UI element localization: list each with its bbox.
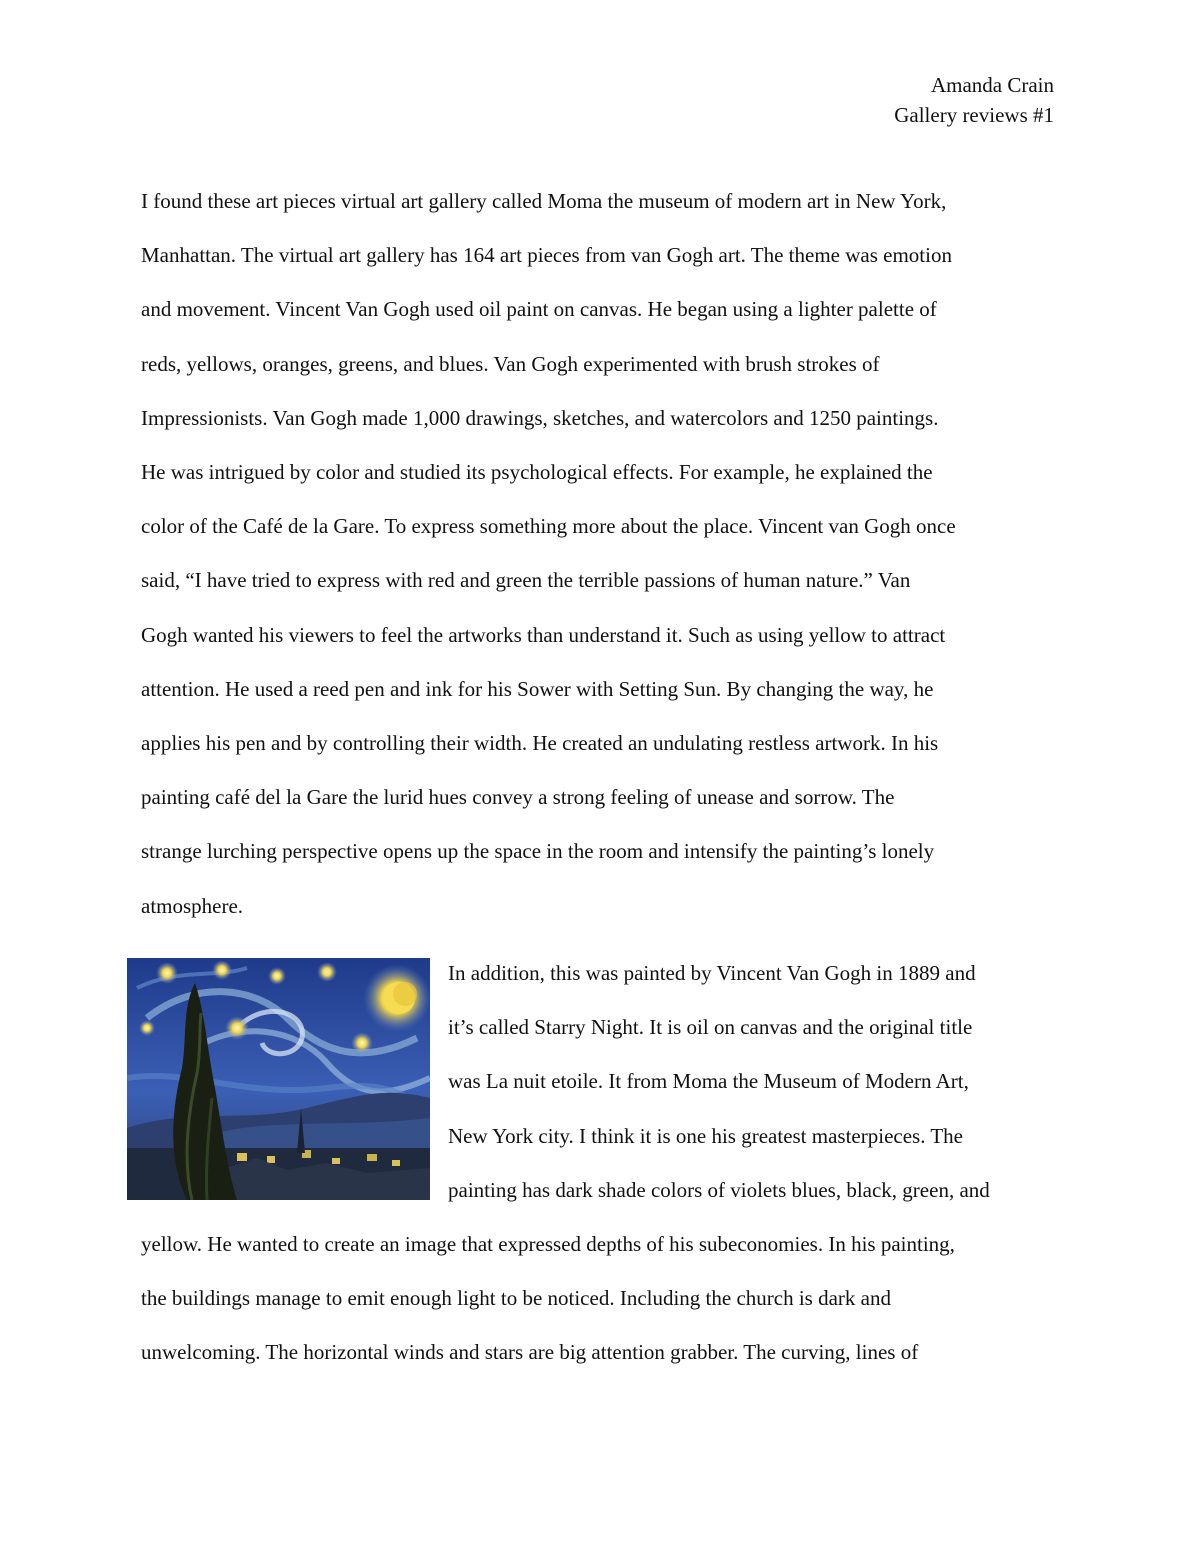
paragraph-line: was La nuit etoile. It from Moma the Museum of Modern Art, (448, 1069, 969, 1094)
paragraph-line: unwelcoming. The horizontal winds and stars are big attention grabber. The curving, lines of (141, 1340, 919, 1365)
paragraph-line: painting has dark shade colors of violets blues, black, green, and (448, 1177, 990, 1202)
paragraph-1 (141, 174, 1056, 933)
paragraph-line: and movement. Vincent Van Gogh used oil paint on canvas. He began using a lighter palette of (141, 297, 937, 322)
paragraph-line: Manhattan. The virtual art gallery has 164 art pieces from van Gogh art. The theme was emotion (141, 243, 952, 268)
paragraph-line: Gogh wanted his viewers to feel the artworks than understand it. Such as using yellow to attract (141, 622, 946, 647)
paragraph-line: reds, yellows, oranges, greens, and blues. Van Gogh experimented with brush strokes of (141, 351, 880, 376)
paragraph-line: In addition, this was painted by Vincent Van Gogh in 1889 and (448, 961, 976, 985)
paragraph-line: I found these art pieces virtual art gallery called Moma the museum of modern art in New York, (141, 189, 947, 213)
paragraph-line: attention. He used a reed pen and ink for his Sower with Setting Sun. By changing the way, he (141, 676, 934, 701)
page-header (894, 70, 1054, 130)
author-name: Amanda Crain (930, 73, 1054, 97)
document-title: Gallery reviews #1 (894, 103, 1054, 127)
paragraph-2 (141, 946, 1056, 1380)
paragraph-line: He was intrigued by color and studied its psychological effects. For example, he explained the (141, 460, 933, 485)
paragraph-line: it’s called Starry Night. It is oil on canvas and the original title (448, 1015, 973, 1040)
paragraph-line: Impressionists. Van Gogh made 1,000 drawings, sketches, and watercolors and 1250 paintings. (141, 405, 939, 430)
paragraph-line: atmosphere. (141, 893, 244, 918)
paragraph-line: color of the Café de la Gare. To express something more about the place. Vincent van Gogh once (141, 514, 956, 539)
paragraph-line: painting café del la Gare the lurid hues convey a strong feeling of unease and sorrow. The (141, 785, 895, 810)
paragraph-line: yellow. He wanted to create an image that expressed depths of his subeconomies. In his painting, (141, 1232, 955, 1257)
paragraph-line: said, “I have tried to express with red and green the terrible passions of human nature.” Van (141, 568, 911, 593)
paragraph-line: applies his pen and by controlling their width. He created an undulating restless artwork. In his (141, 731, 939, 756)
paragraph-line: strange lurching perspective opens up the space in the room and intensify the painting’s lonely (141, 839, 935, 864)
paragraph-line: the buildings manage to emit enough light to be noticed. Including the church is dark and (141, 1286, 891, 1311)
paragraph-line: New York city. I think it is one his greatest masterpieces. The (448, 1123, 963, 1148)
